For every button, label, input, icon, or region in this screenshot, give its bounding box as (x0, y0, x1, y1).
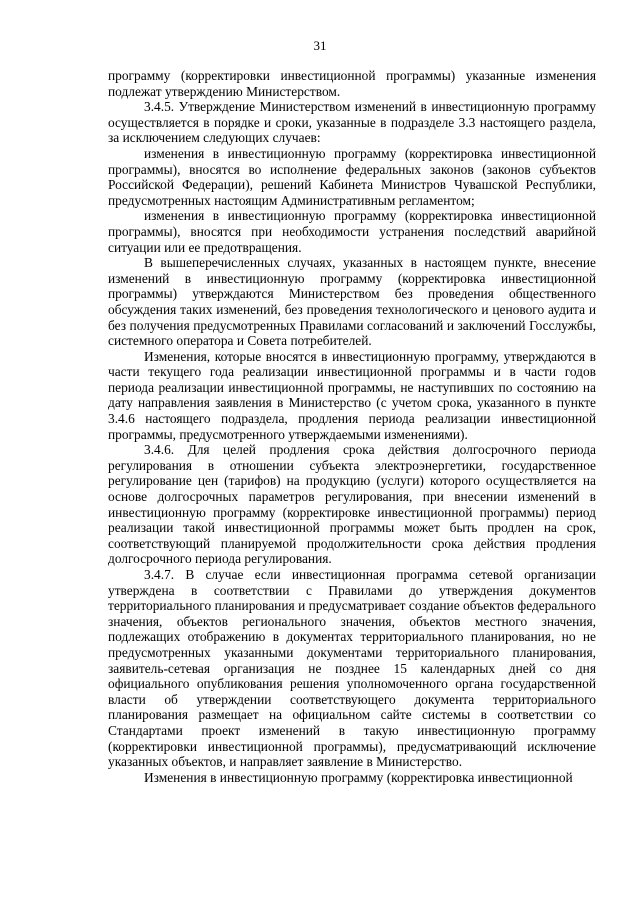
paragraph: Изменения, которые вносятся в инвестиционную программу, утверждаются в части текущего года реализации инвестиционной программы и в части годов периода реализации инвестиционной программы, не наступивших по состоянию на дату направления заявления в Министерство (с учетом срока, указанного в пункте 3.4.6 настоящего подраздела, продления периода реализации инвестиционной программы, предусмотренного утверждаемыми изменениями). (108, 348, 596, 442)
paragraph: программу (корректировки инвестиционной программы) указанные изменения подлежат утверждению Министерством. (108, 68, 596, 99)
paragraph: изменения в инвестиционную программу (корректировка инвестиционной программы), вносятся во исполнение федеральных законов (законов субъектов Российской Федерации), решений Кабинета Министров Чувашской Республики, предусмотренных настоящим Административным регламентом; (108, 145, 596, 208)
paragraph: 3.4.5. Утверждение Министерством изменений в инвестиционную программу осуществляется в порядке и сроки, указанные в подразделе 3.3 настоящего раздела, за исключением следующих случаев: (108, 99, 596, 146)
paragraph: изменения в инвестиционную программу (корректировка инвестиционной программы), вносятся при необходимости устранения последствий аварийной ситуации или ее предотвращения. (108, 208, 596, 255)
body-text (108, 68, 596, 785)
paragraph: 3.4.6. Для целей продления срока действия долгосрочного периода регулирования в отношении субъекта электроэнергетики, государственное регулирование цен (тарифов) на продукцию (услуги) которого осуществляется на основе долгосрочных параметров регулирования, при внесении изменений в инвестиционную программу (корректировке инвестиционной программы) период реализации такой инвестиционной программы может быть продлен на срок, соответствующий планируемой продолжительности срока действия продления долгосрочного периода регулирования. (108, 442, 596, 567)
paragraph: Изменения в инвестиционную программу (корректировка инвестиционной (144, 769, 573, 785)
page-number: 31 (313, 38, 327, 53)
paragraph: В вышеперечисленных случаях, указанных в настоящем пункте, внесение изменений в инвестиционную программу (корректировка инвестиционной программы) утверждаются Министерством без проведения общественного обсуждения таких изменений, без проведения технологического и ценового аудита и без получения предусмотренных Правилами согласований и заключений Госслужбы, системного оператора и Совета потребителей. (108, 255, 596, 349)
paragraph: 3.4.7. В случае если инвестиционная программа сетевой организации утверждена в соответствии с Правилами до утверждения документов территориального планирования и предусматривает создание объектов федерального значения, объектов регионального значения, объектов местного значения, подлежащих отображению в документах территориального планирования, но не предусмотренных указанными документами территориального планирования, заявитель-сетевая организация не позднее 15 календарных дней со дня официального опубликования решения уполномоченного органа государственной власти об утверждении соответствующего документа территориального планирования размещает на официальном сайте системы в соответствии со Стандартами проект изменений в такую инвестиционную программу (корректировки инвестиционной программы), предусматривающий исключение указанных объектов, и направляет заявление в Министерство. (108, 567, 596, 770)
